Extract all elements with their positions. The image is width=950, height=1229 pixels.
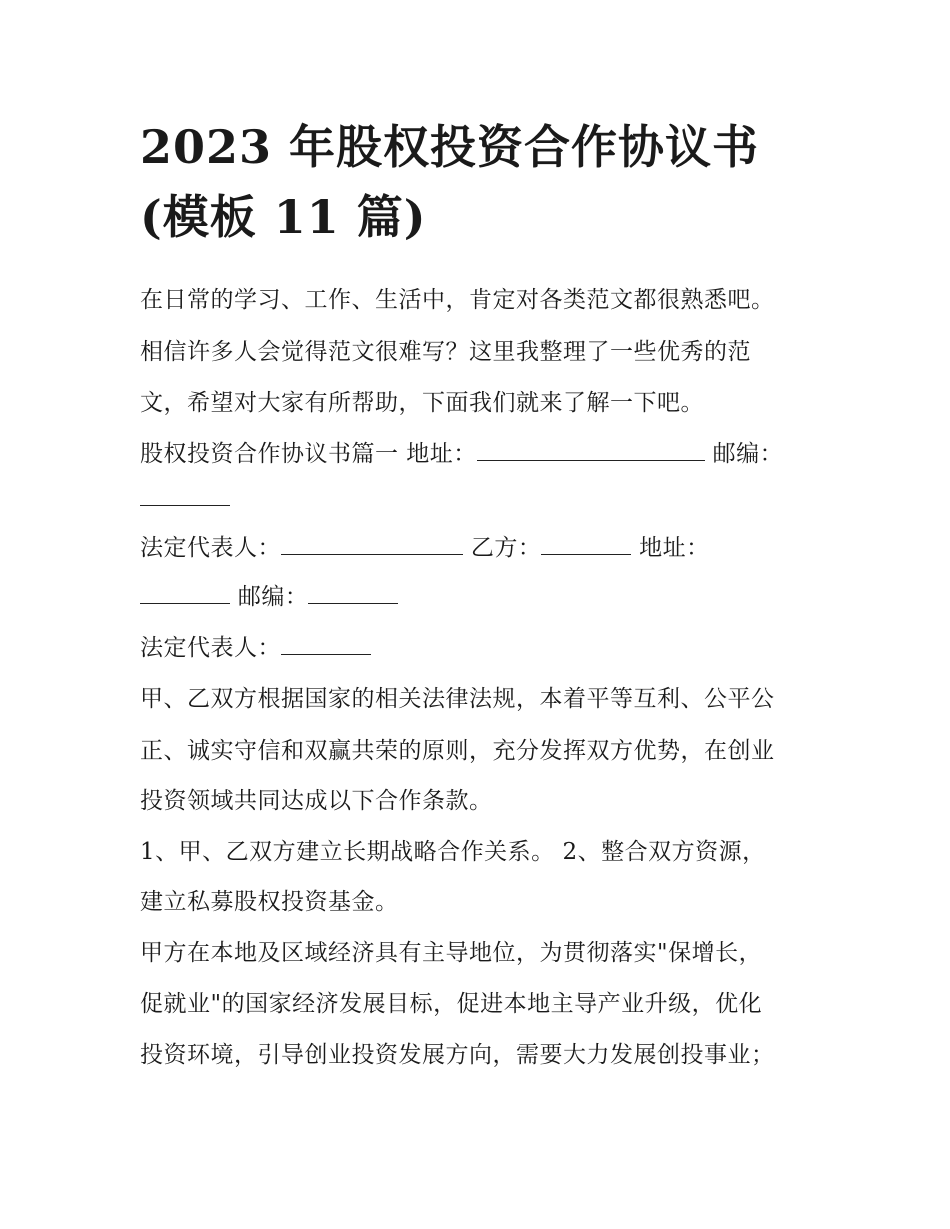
body-line-7: 促就业"的国家经济发展目标，促进本地主导产业升级，优化 xyxy=(140,991,763,1017)
party-b-address-blank[interactable] xyxy=(140,583,230,604)
document-title xyxy=(140,112,840,252)
form-line-address xyxy=(140,439,783,469)
intro-line-1: 在日常的学习、工作、生活中，肯定对各类范文都很熟悉吧。 xyxy=(140,287,775,313)
postcode-blank[interactable] xyxy=(140,485,230,506)
intro-line-3: 文，希望对大家有所帮助，下面我们就来了解一下吧。 xyxy=(140,390,704,416)
legal-rep-label-2: 法定代表人： xyxy=(140,635,281,661)
address-label: 地址： xyxy=(639,535,710,561)
party-b-blank[interactable] xyxy=(541,534,631,555)
address-blank[interactable] xyxy=(477,440,705,461)
legal-rep-blank-2[interactable] xyxy=(281,634,371,655)
title-line-1: 2023 年股权投资合作协议书 xyxy=(140,120,760,174)
party-b-label: 乙方： xyxy=(470,535,542,561)
body-line-4: 1、甲、乙双方建立长期战略合作关系。 2、整合双方资源， xyxy=(140,839,766,865)
legal-rep-blank[interactable] xyxy=(281,534,463,555)
body-line-8: 投资环境，引导创业投资发展方向，需要大力发展创投事业； xyxy=(140,1042,775,1068)
party-b-postcode-blank[interactable] xyxy=(308,583,398,604)
postcode-label: 邮编： xyxy=(712,441,784,467)
legal-rep-label: 法定代表人： xyxy=(140,535,281,561)
body-line-6: 甲方在本地及区域经济具有主导地位，为贯彻落实"保增长， xyxy=(140,940,763,966)
body-line-3: 投资领域共同达成以下合作条款。 xyxy=(140,788,493,814)
form-line-legal-rep-2 xyxy=(140,633,371,663)
form-line-address-postcode xyxy=(140,582,398,612)
body-line-1: 甲、乙双方根据国家的相关法律法规，本着平等互利、公平公 xyxy=(140,686,775,712)
form-line-legal-rep xyxy=(140,533,710,563)
intro-line-2: 相信许多人会觉得范文很难写？这里我整理了一些优秀的范 xyxy=(140,339,751,365)
section-heading: 股权投资合作协议书篇一 地址： xyxy=(140,441,477,467)
body-line-2: 正、诚实守信和双赢共荣的原则，充分发挥双方优势，在创业 xyxy=(140,738,775,764)
title-line-2: (模板 11 篇) xyxy=(140,190,427,244)
body-line-5: 建立私募股权投资基金。 xyxy=(140,889,399,915)
form-line-postcode-blank xyxy=(140,484,230,514)
postcode-label-2: 邮编： xyxy=(237,584,309,610)
